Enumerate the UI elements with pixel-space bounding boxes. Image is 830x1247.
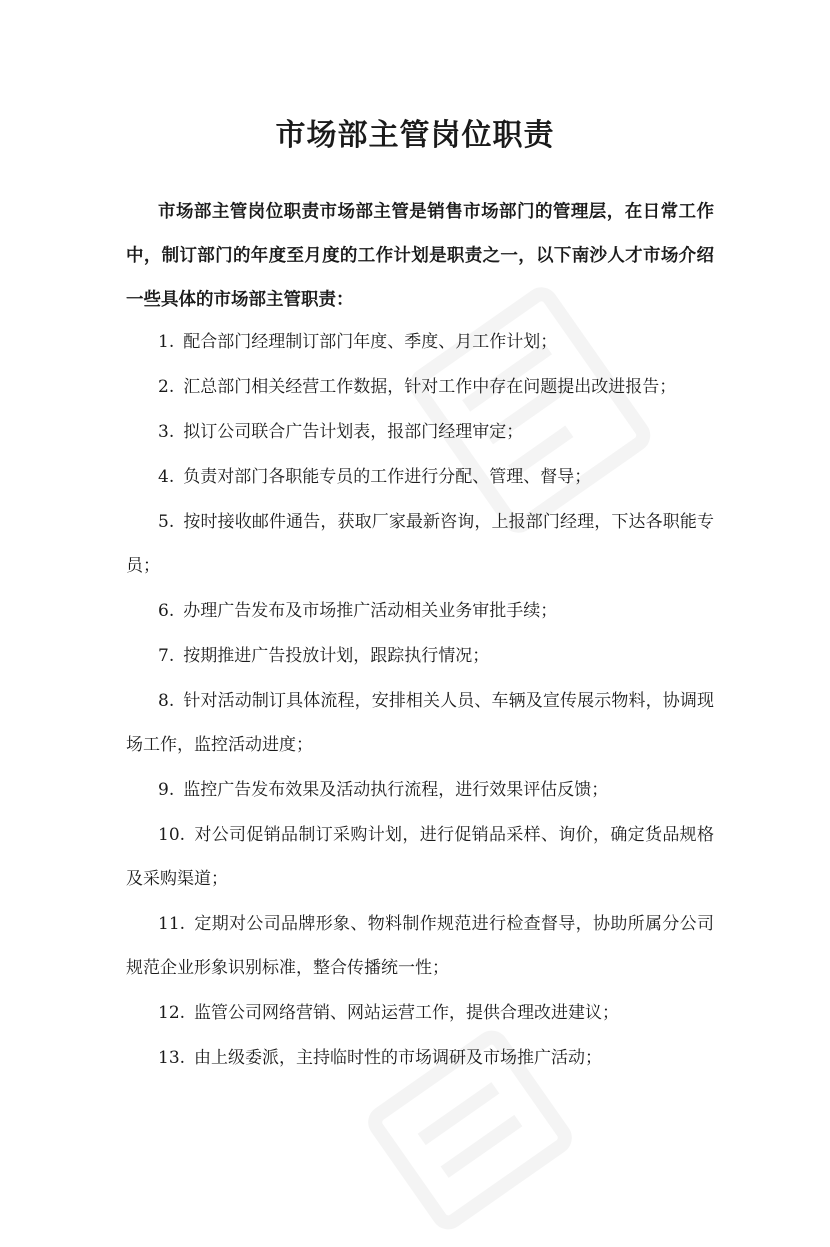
list-item <box>126 320 714 364</box>
list-item <box>126 365 714 409</box>
item-text: 针对活动制订具体流程，安排相关人员、车辆及宣传展示物料，协调现场工作，监控活动进度； <box>126 691 714 755</box>
item-text: 按时接收邮件通告，获取厂家最新咨询，上报部门经理，下达各职能专员； <box>126 512 714 576</box>
page-title: 市场部主管岗位职责 <box>275 118 555 153</box>
item-number: 3. <box>158 422 175 442</box>
list-item <box>126 679 714 767</box>
list-item <box>126 1036 714 1080</box>
item-number: 1. <box>158 332 175 352</box>
duty-list <box>126 320 714 1080</box>
item-text: 监管公司网络营销、网站运营工作，提供合理改进建议； <box>194 1003 620 1023</box>
item-number: 8. <box>158 691 175 711</box>
list-item <box>126 410 714 454</box>
item-number: 4. <box>158 467 175 487</box>
list-item <box>126 500 714 588</box>
item-text: 负责对部门各职能专员的工作进行分配、管理、督导； <box>183 467 592 487</box>
item-text: 配合部门经理制订部门年度、季度、月工作计划； <box>183 332 558 352</box>
item-text: 对公司促销品制订采购计划，进行促销品采样、询价，确定货品规格及采购渠道； <box>126 825 714 889</box>
item-text: 办理广告发布及市场推广活动相关业务审批手续； <box>183 601 558 621</box>
item-text: 按期推进广告投放计划，跟踪执行情况； <box>183 646 490 666</box>
list-item <box>126 768 714 812</box>
item-text: 汇总部门相关经营工作数据，针对工作中存在问题提出改进报告； <box>183 377 677 397</box>
item-text: 拟订公司联合广告计划表，报部门经理审定； <box>183 422 524 442</box>
intro-paragraph: 市场部主管岗位职责市场部主管是销售市场部门的管理层，在日常工作中，制订部门的年度至月度的工作计划是职责之一，以下南沙人才市场介绍一些具体的市场部主管职责： <box>126 202 714 310</box>
list-item <box>126 902 714 990</box>
item-text: 监控广告发布效果及活动执行流程，进行效果评估反馈； <box>183 780 609 800</box>
list-item <box>126 813 714 901</box>
item-number: 6. <box>158 601 175 621</box>
item-number: 10. <box>158 825 186 845</box>
list-item <box>126 991 714 1035</box>
list-item <box>126 589 714 633</box>
list-item <box>126 634 714 678</box>
item-number: 13. <box>158 1048 186 1068</box>
item-number: 12. <box>158 1003 186 1023</box>
item-text: 定期对公司品牌形象、物料制作规范进行检查督导，协助所属分公司规范企业形象识别标准，整合传播统一性； <box>126 914 714 978</box>
item-number: 7. <box>158 646 175 666</box>
list-item <box>126 455 714 499</box>
item-text: 由上级委派，主持临时性的市场调研及市场推广活动； <box>194 1048 603 1068</box>
item-number: 11. <box>158 914 186 934</box>
item-number: 5. <box>158 512 175 532</box>
item-number: 9. <box>158 780 175 800</box>
item-number: 2. <box>158 377 175 397</box>
